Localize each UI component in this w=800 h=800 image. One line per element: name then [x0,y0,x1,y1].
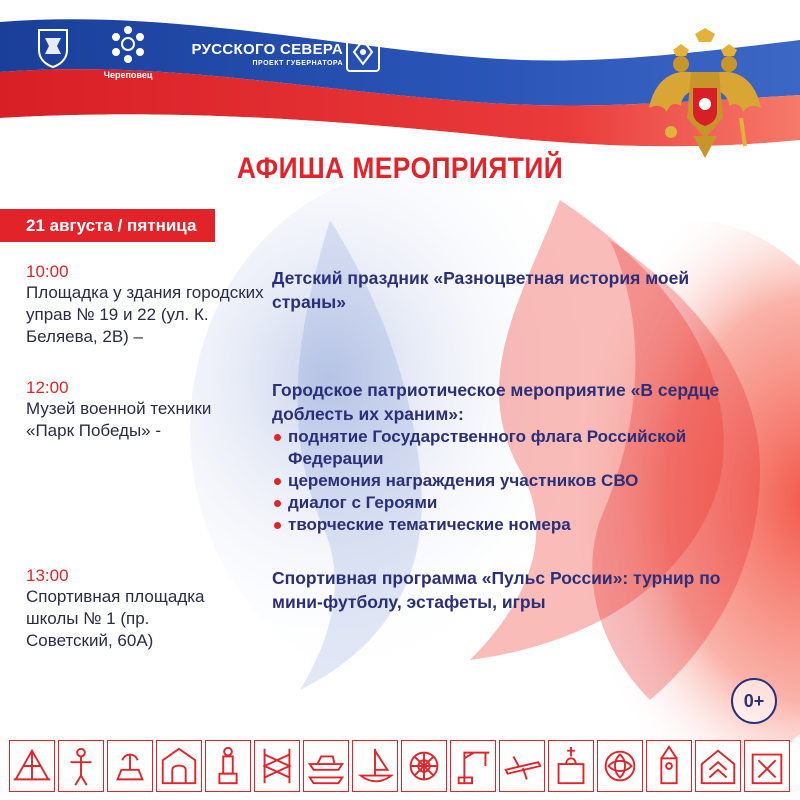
house-ornament-icon [695,740,741,792]
event-3-title: Спортивная программа «Пульс России»: турнир по мини-футболу, эстафеты, игры [272,568,721,612]
event-2-bullet-list [272,426,712,536]
event-1-time: 10:00 [26,262,69,281]
event-1-place: Площадка у здания городских управ № 19 и 22 (ул. К. Беляева, 2В) – [26,283,264,346]
russian-double-headed-eagle-icon [645,28,765,163]
statue-icon [58,740,104,792]
date-badge: 21 августа / пятница [0,209,215,242]
footer-icons-row [0,740,800,800]
age-rating-badge: 0+ [731,678,777,724]
event-1-location-block [26,262,276,348]
church-icon [548,740,594,792]
summer-of-russian-north-emblem-icon [346,32,380,72]
event-2-description [272,378,792,536]
summer-logo-main: РУССКОГО СЕВЕРА [191,41,343,58]
footer-end-icon [744,740,790,792]
event-2-place: Музей военной техники «Парк Победы» - [26,399,212,440]
event-3-time: 13:00 [26,566,69,585]
cherepovets-coat-of-arms-icon [37,28,69,68]
event-1-title: Детский праздник «Разноцветная история моей страны» [272,268,690,312]
airplane-icon [499,740,545,792]
event-3-location-block [26,566,276,652]
event-3-description [272,566,792,614]
summer-logo-text [178,25,343,67]
sailboat-icon [352,740,398,792]
event-2-title: Городское патриотическое мероприятие «В сердце доблесть их храним»: [272,380,720,424]
event-2-bullet-item: церемония награждения участников СВО [272,470,712,492]
event-2-bullet-item: диалог с Героями [272,492,712,514]
event-2-location-block [26,378,276,442]
bridge-icon [9,740,55,792]
event-2-bullet-item: поднятие Государственного флага Российской Федерации [272,426,712,470]
monument-icon [205,740,251,792]
page-title: АФИША МЕРОПРИЯТИЙ [236,152,564,185]
event-3-place: Спортивная площадка школы № 1 (пр. Советский, 60А) [26,587,205,650]
sun-ornament-icon [597,740,643,792]
crane-icon [450,740,496,792]
flower-ornament-icon [401,740,447,792]
city-flower-logo-icon [108,24,148,66]
summer-logo-top: ЛЕТО [300,24,343,41]
embroidery-pattern-icon [254,740,300,792]
event-1-description [272,266,792,314]
arch-building-icon [156,740,202,792]
fountain-icon [107,740,153,792]
tower-icon [646,740,692,792]
ships-icon [303,740,349,792]
summer-logo-sub: ПРОЕКТ ГУБЕРНАТОРА [252,60,343,67]
event-2-time: 12:00 [26,378,69,397]
event-2-bullet-item: творческие тематические номера [272,514,712,536]
city-logo-label: Череповец [103,70,153,80]
